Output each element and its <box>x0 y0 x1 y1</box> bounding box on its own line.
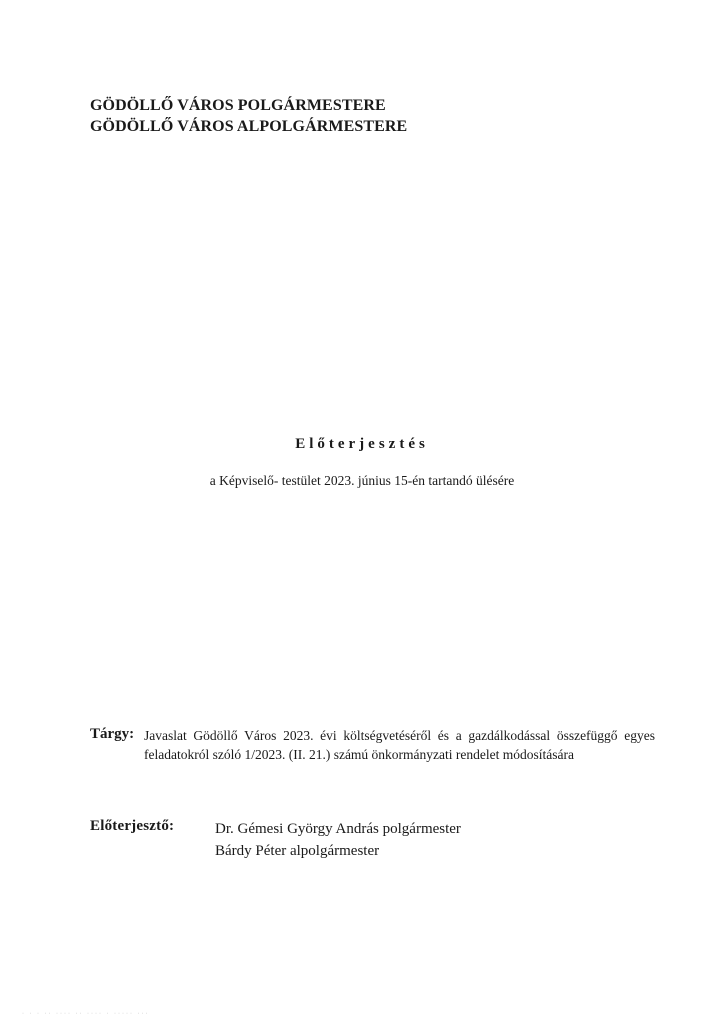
subject-label: Tárgy: <box>90 726 135 742</box>
proposer-label: Előterjesztő: <box>90 818 175 834</box>
proposer-deputy-mayor: Bárdy Péter alpolgármester <box>215 843 380 859</box>
subject-block <box>90 726 655 764</box>
proposer-names <box>215 818 461 862</box>
document-title: Előterjesztés <box>295 436 429 452</box>
proposer-mayor: Dr. Gémesi György András polgármester <box>215 821 461 837</box>
subject-text: Javaslat Gödöllő Város 2023. évi költségvetéséről és a gazdálkodással összefüggő egyes feladatokról szóló 1/2023. (II. 21.) számú önkormányzati rendelet módosítására <box>144 728 655 762</box>
header-mayor: GÖDÖLLŐ VÁROS POLGÁRMESTERE <box>90 97 386 114</box>
header-deputy-mayor: GÖDÖLLŐ VÁROS ALPOLGÁRMESTERE <box>90 118 408 135</box>
document-subtitle: a Képviselő- testület 2023. június 15-én tartandó ülésére <box>209 473 515 488</box>
footer-marks: · · · ·· ···· ·· ···· · ····· ··· <box>22 1011 150 1017</box>
document-header <box>90 95 407 137</box>
